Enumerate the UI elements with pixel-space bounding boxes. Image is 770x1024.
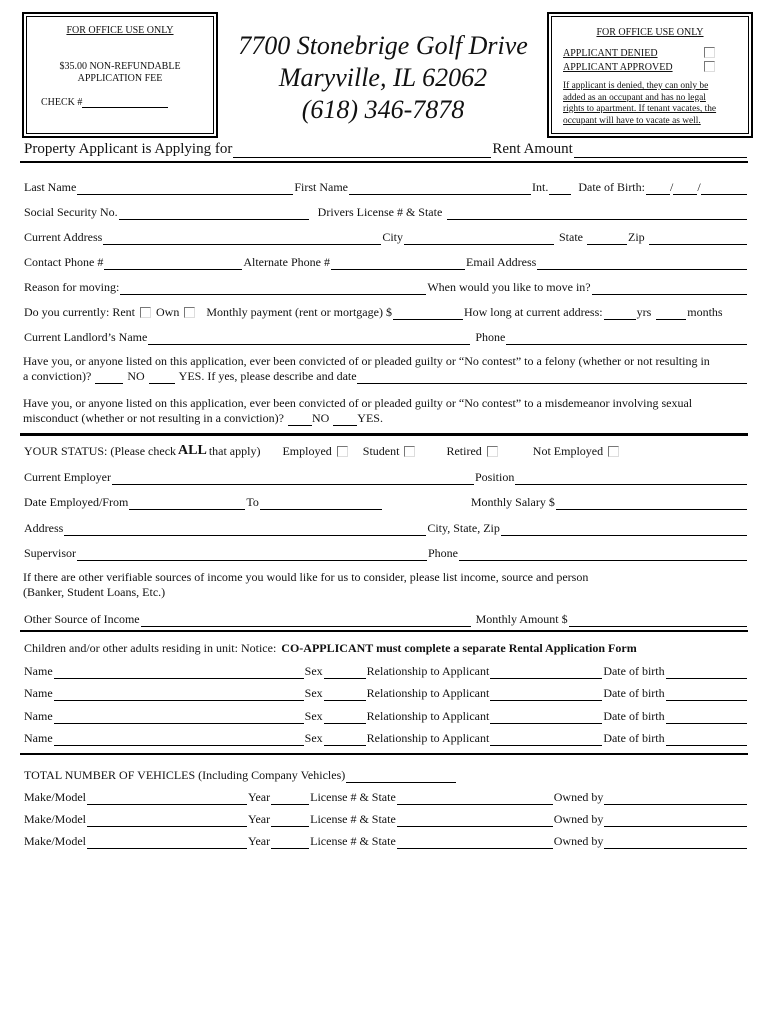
supervisor-phone-field[interactable] — [459, 547, 747, 561]
occupant-relationship-field[interactable] — [490, 710, 602, 724]
email-field[interactable] — [537, 256, 747, 270]
occupant-name-label: Name — [24, 664, 53, 678]
first-name-label: First Name — [294, 180, 348, 194]
vehicle-make-field[interactable] — [87, 791, 247, 805]
rent-label: Do you currently: Rent — [24, 305, 135, 319]
reason-field[interactable] — [120, 281, 426, 295]
vehicle-license-label: License # & State — [310, 790, 396, 804]
vehicle-year-field[interactable] — [271, 813, 309, 827]
monthly-amount-field[interactable] — [569, 613, 747, 627]
vehicle-owner-label: Owned by — [553, 812, 604, 826]
vehicle-owner-field[interactable] — [604, 813, 747, 827]
vehicle-make-label: Make/Model — [24, 790, 86, 804]
applicant-approved-checkbox[interactable] — [704, 61, 715, 72]
alternate-phone-field[interactable] — [331, 256, 465, 270]
monthly-salary-label: Monthly Salary $ — [470, 495, 555, 509]
ssn-label: Social Security No. — [24, 205, 118, 219]
vehicle-year-field[interactable] — [271, 835, 309, 849]
felony-no-field[interactable] — [95, 370, 123, 384]
occupant-relationship-label: Relationship to Applicant — [366, 686, 490, 700]
vehicle-license-field[interactable] — [397, 791, 553, 805]
zip-label: Zip — [628, 230, 645, 244]
dob-separator: / — [669, 180, 674, 194]
current-address-field[interactable] — [103, 231, 381, 245]
initial-label: Int. — [531, 180, 549, 194]
rent-amount-field[interactable] — [574, 144, 747, 158]
other-income-examples: (Banker, Student Loans, Etc.) — [23, 585, 166, 599]
vehicle-make-label: Make/Model — [24, 834, 86, 848]
alternate-phone-label: Alternate Phone # — [243, 255, 330, 269]
office-use-left-box — [26, 16, 214, 134]
date-to-field[interactable] — [260, 496, 382, 510]
current-address-label: Current Address — [24, 230, 103, 244]
vehicle-make-label: Make/Model — [24, 812, 86, 826]
vehicle-make-field[interactable] — [87, 835, 247, 849]
vehicle-row — [23, 787, 747, 805]
occupant-dob-label: Date of birth — [603, 664, 665, 678]
last-name-label: Last Name — [24, 180, 77, 194]
occupant-sex-label: Sex — [304, 664, 323, 678]
vehicle-license-field[interactable] — [397, 835, 553, 849]
applicant-approved-label: APPLICANT APPROVED — [563, 62, 673, 73]
employed-label: Employed — [282, 444, 332, 458]
office-use-right-box — [551, 16, 749, 134]
occupant-dob-field[interactable] — [666, 687, 747, 701]
landlord-field[interactable] — [148, 331, 470, 345]
misdemeanor-yes-field[interactable] — [333, 412, 357, 426]
position-field[interactable] — [515, 471, 747, 485]
other-income-field[interactable] — [141, 613, 471, 627]
occupant-sex-field[interactable] — [324, 710, 366, 724]
employer-city-field[interactable] — [501, 522, 747, 536]
status-row — [23, 441, 747, 459]
occupant-name-label: Name — [24, 731, 53, 745]
denied-note: If applicant is denied, they can only be added as an occupant and has no legal rights to apartment. If tenant vacates, the occupant will have to vacate as well. — [563, 81, 717, 126]
occupant-row — [23, 706, 747, 724]
employer-address-field[interactable] — [64, 522, 426, 536]
occupant-dob-label: Date of birth — [603, 731, 665, 745]
occupant-row — [23, 728, 747, 746]
status-label: YOUR STATUS: (Please check — [24, 444, 177, 458]
vehicle-year-label: Year — [248, 812, 271, 826]
occupant-dob-field[interactable] — [666, 732, 747, 746]
dob-year-field[interactable] — [701, 181, 747, 195]
vehicles-total-field[interactable] — [346, 769, 456, 783]
employed-checkbox[interactable] — [337, 446, 348, 457]
fee-line-2: APPLICATION FEE — [77, 73, 163, 84]
office-use-heading-right: FOR OFFICE USE ONLY — [596, 27, 704, 38]
applicant-denied-checkbox[interactable] — [704, 47, 715, 58]
dob-separator: / — [697, 180, 701, 194]
address-block — [228, 30, 538, 126]
occupant-dob-label: Date of birth — [603, 709, 665, 723]
vehicles-total-row — [23, 765, 747, 783]
landlord-phone-field[interactable] — [506, 331, 747, 345]
occupant-name-label: Name — [24, 709, 53, 723]
move-in-field[interactable] — [592, 281, 747, 295]
co-applicant-notice: CO-APPLICANT must complete a separate Rental Application Form — [281, 641, 637, 655]
vehicle-license-field[interactable] — [397, 813, 553, 827]
other-income-label: Other Source of Income — [24, 612, 140, 626]
divider — [20, 753, 748, 755]
occupant-sex-field[interactable] — [324, 687, 366, 701]
property-row — [23, 138, 747, 158]
years-label: yrs — [636, 305, 652, 319]
email-label: Email Address — [465, 255, 537, 269]
check-number-label: CHECK # — [41, 97, 83, 108]
vehicle-row — [23, 809, 747, 827]
state-label: State — [559, 230, 583, 244]
misdemeanor-yes-label: YES. — [357, 411, 383, 425]
felony-yes-field[interactable] — [149, 370, 175, 384]
occupant-sex-label: Sex — [304, 709, 323, 723]
dob-day-field[interactable] — [673, 181, 697, 195]
student-label: Student — [362, 444, 400, 458]
student-checkbox[interactable] — [404, 446, 415, 457]
dob-label: Date of Birth: — [578, 180, 645, 194]
vehicle-owner-label: Owned by — [553, 834, 604, 848]
landlord-row — [23, 327, 747, 345]
occupant-relationship-label: Relationship to Applicant — [366, 664, 490, 678]
felony-description-field[interactable] — [357, 370, 747, 384]
years-field[interactable] — [604, 306, 636, 320]
license-field[interactable] — [447, 206, 747, 220]
occupant-row — [23, 683, 747, 701]
monthly-amount-label: Monthly Amount $ — [475, 612, 568, 626]
divider — [20, 161, 748, 163]
supervisor-phone-label: Phone — [428, 546, 458, 560]
occupant-sex-field[interactable] — [324, 665, 366, 679]
landlord-label: Current Landlord’s Name — [24, 330, 148, 344]
vehicle-owner-label: Owned by — [553, 790, 604, 804]
other-income-note — [23, 570, 747, 600]
status-label-end: that apply) — [208, 444, 261, 458]
license-label: Drivers License # & State — [317, 205, 443, 219]
occupants-notice-text: Children and/or other adults residing in unit: Notice: — [24, 641, 277, 655]
misdemeanor-question — [23, 396, 747, 426]
occupant-name-field[interactable] — [54, 732, 304, 746]
felony-no-label: NO — [127, 369, 145, 383]
monthly-payment-field[interactable] — [393, 306, 463, 320]
occupant-sex-field[interactable] — [324, 732, 366, 746]
felony-yes-label: YES. If yes, please describe and date — [178, 369, 357, 383]
city-label: City — [382, 230, 403, 244]
name-row — [23, 177, 747, 195]
supervisor-row — [23, 543, 747, 561]
dob-month-field[interactable] — [646, 181, 670, 195]
reason-row — [23, 277, 747, 295]
employer-address-row — [23, 518, 747, 536]
occupant-sex-label: Sex — [304, 686, 323, 700]
date-from-field[interactable] — [129, 496, 245, 510]
initial-field[interactable] — [549, 181, 571, 195]
felony-question-end: a conviction)? — [23, 369, 92, 383]
monthly-payment-label: Monthly payment (rent or mortgage) $ — [206, 305, 392, 319]
occupant-sex-label: Sex — [304, 731, 323, 745]
occupant-relationship-label: Relationship to Applicant — [366, 709, 490, 723]
monthly-salary-field[interactable] — [556, 496, 747, 510]
occupant-dob-field[interactable] — [666, 710, 747, 724]
not-employed-label: Not Employed — [532, 444, 604, 458]
property-field[interactable] — [233, 144, 491, 158]
months-field[interactable] — [656, 306, 686, 320]
city-field[interactable] — [404, 231, 554, 245]
vehicles-total-label: TOTAL NUMBER OF VEHICLES (Including Company Vehicles) — [24, 768, 346, 782]
occupant-name-field[interactable] — [54, 665, 304, 679]
vehicle-year-label: Year — [248, 834, 271, 848]
misdemeanor-no-label: NO — [311, 411, 330, 425]
occupant-name-label: Name — [24, 686, 53, 700]
first-name-field[interactable] — [349, 181, 531, 195]
occupant-dob-label: Date of birth — [603, 686, 665, 700]
reason-label: Reason for moving: — [24, 280, 120, 294]
zip-field[interactable] — [649, 231, 747, 245]
misdemeanor-question-end: misconduct (whether or not resulting in a conviction)? — [23, 411, 284, 425]
date-employed-label: Date Employed/From — [24, 495, 129, 509]
divider — [20, 630, 748, 632]
office-phone: (618) 346-7878 — [301, 95, 465, 124]
rent-amount-label: Rent Amount — [492, 141, 573, 157]
phone-row — [23, 252, 747, 270]
vehicle-license-label: License # & State — [310, 834, 396, 848]
employer-label: Current Employer — [24, 470, 111, 484]
vehicle-owner-field[interactable] — [604, 791, 747, 805]
occupant-name-field[interactable] — [54, 687, 304, 701]
contact-phone-label: Contact Phone # — [24, 255, 104, 269]
landlord-phone-label: Phone — [475, 330, 506, 344]
date-employed-row — [23, 492, 747, 510]
occupant-name-field[interactable] — [54, 710, 304, 724]
employer-city-label: City, State, Zip — [427, 521, 500, 535]
contact-phone-field[interactable] — [104, 256, 242, 270]
employer-field[interactable] — [112, 471, 474, 485]
move-in-label: When would you like to move in? — [427, 280, 591, 294]
vehicle-license-label: License # & State — [310, 812, 396, 826]
how-long-label: How long at current address: — [463, 305, 603, 319]
occupant-relationship-field[interactable] — [490, 732, 602, 746]
rent-own-row — [23, 302, 747, 320]
supervisor-field[interactable] — [77, 547, 427, 561]
ssn-row — [23, 202, 747, 220]
last-name-field[interactable] — [77, 181, 293, 195]
occupant-relationship-label: Relationship to Applicant — [366, 731, 490, 745]
occupant-relationship-field[interactable] — [490, 687, 602, 701]
supervisor-label: Supervisor — [24, 546, 76, 560]
vehicle-year-field[interactable] — [271, 791, 309, 805]
street-address: 7700 Stonebrige Golf Drive — [238, 31, 528, 60]
divider — [20, 433, 748, 436]
not-employed-checkbox[interactable] — [608, 446, 619, 457]
vehicle-owner-field[interactable] — [604, 835, 747, 849]
applicant-denied-label: APPLICANT DENIED — [563, 48, 658, 59]
retired-checkbox[interactable] — [487, 446, 498, 457]
occupant-row — [23, 661, 747, 679]
months-label: months — [687, 305, 723, 319]
office-use-heading: FOR OFFICE USE ONLY — [66, 25, 174, 36]
position-label: Position — [474, 470, 515, 484]
ssn-field[interactable] — [119, 206, 309, 220]
check-number-field[interactable] — [82, 97, 168, 108]
retired-label: Retired — [446, 444, 482, 458]
occupant-dob-field[interactable] — [666, 665, 747, 679]
felony-question — [23, 354, 747, 384]
property-label: Property Applicant is Applying for — [24, 141, 233, 157]
employer-address-label: Address — [24, 521, 64, 535]
vehicle-row — [23, 831, 747, 849]
misdemeanor-no-field[interactable] — [288, 412, 312, 426]
to-label: To — [246, 495, 259, 509]
felony-question-text: Have you, or anyone listed on this application, ever been convicted of or pleaded guilty or “No contest” to a felony (whether or not resulting in — [23, 354, 710, 368]
vehicle-year-label: Year — [248, 790, 271, 804]
address-row — [23, 227, 747, 245]
other-income-text: If there are other verifiable sources of income you would like for us to consider, please list income, source and person — [23, 570, 589, 584]
rent-checkbox[interactable] — [140, 307, 151, 318]
occupants-notice — [23, 638, 747, 656]
state-field[interactable] — [587, 231, 627, 245]
vehicle-make-field[interactable] — [87, 813, 247, 827]
status-all-label: ALL — [178, 443, 207, 458]
fee-line-1: $35.00 NON-REFUNDABLE — [59, 61, 181, 72]
own-label: Own — [155, 305, 180, 319]
misdemeanor-question-text: Have you, or anyone listed on this application, ever been convicted of or pleaded guilty or “No contest” to a misdemeanor involving sexual — [23, 396, 693, 410]
other-income-row — [23, 609, 747, 627]
employer-row — [23, 467, 747, 485]
city-state-zip: Maryville, IL 62062 — [278, 63, 488, 92]
own-checkbox[interactable] — [184, 307, 195, 318]
occupant-relationship-field[interactable] — [490, 665, 602, 679]
